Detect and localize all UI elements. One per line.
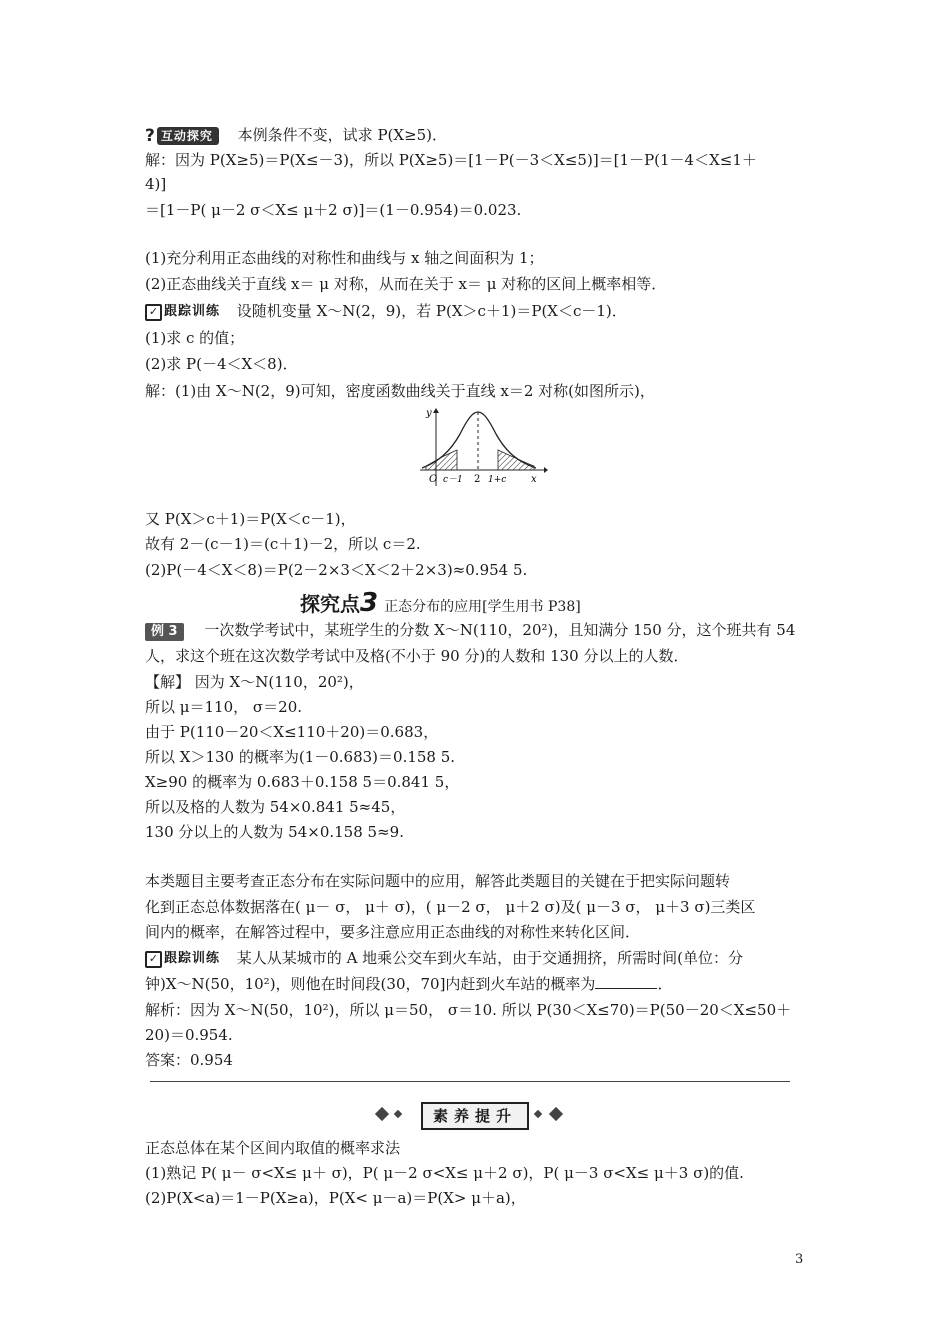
training-header <box>145 947 743 970</box>
answer-line: 答案：0.954 <box>145 1051 233 1069</box>
training-text-end: ． <box>657 975 673 993</box>
example-label: 例 3 <box>145 623 184 641</box>
example-line: 人，求这个班在这次数学考试中及格(不小于 90 分)的人数和 130 分以上的人数． <box>145 647 689 665</box>
summary-line: 间内的概率，在解答过程中，要多注意应用正态曲线的对称性来转化区间． <box>145 923 641 941</box>
training-header <box>145 300 627 323</box>
training-text: 钟)X～N(50，10²)，则他在时间段(30，70]内赶到火车站的概率为 <box>145 975 596 993</box>
solution-line: 由于 P(110－20＜X≤110＋20)＝0.683， <box>145 723 439 741</box>
summary-line: 本类题目主要考查正态分布在实际问题中的应用，解答此类题目的关键在于把实际问题转 <box>145 872 731 890</box>
analysis-line: 解析：因为 X～N(50，10²)，所以 μ＝50， σ＝10. 所以 P(30＜X≤70)＝P(50－20＜X≤50＋ <box>145 1001 792 1019</box>
example-text: 一次数学考试中，某班学生的分数 X～N(110，20²)，且知满分 150 分，这个班共有 54 <box>204 621 796 639</box>
suyang-point: (1)熟记 P( μ－ σ<X≤ μ＋ σ)，P( μ－2 σ<X≤ μ＋2 σ)，P( μ－3 σ<X≤ μ＋3 σ)的值. <box>145 1164 744 1182</box>
checkbox-icon: ✓ <box>145 304 162 321</box>
solution-line: ＝[1－P( μ－2 σ＜X≤ μ＋2 σ)]＝(1－0.954)＝0.023. <box>145 201 522 219</box>
section-title: 探究点 <box>300 592 360 616</box>
page-number: 3 <box>795 1252 804 1267</box>
y-axis-label: y <box>426 408 432 419</box>
question-icon: ? <box>145 126 155 146</box>
summary-line: 化到正态总体数据落在( μ－ σ， μ＋ σ)，( μ－2 σ， μ＋2 σ)及( μ－3 σ， μ＋3 σ)三类区 <box>145 898 756 916</box>
section-subtitle: 正态分布的应用[学生用书 P38] <box>384 599 581 615</box>
answer-blank <box>595 974 657 989</box>
divider <box>150 1081 790 1082</box>
solution-line: 【解】 因为 X～N(110，20²)， <box>145 673 364 691</box>
solution-line: 又 P(X＞c＋1)＝P(X＜c－1)， <box>145 510 356 528</box>
checkbox-icon: ✓ <box>145 951 162 968</box>
interactive-explore-header <box>145 124 447 147</box>
interactive-explore-question: 本例条件不变，试求 P(X≥5)． <box>237 126 448 144</box>
suyang-point: (2)P(X<a)＝1－P(X≥a)，P(X< μ－a)＝P(X> μ＋a)， <box>145 1189 526 1207</box>
solution-line: 130 分以上的人数为 54×0.158 5≈9. <box>145 823 404 841</box>
solution-line: 故有 2－(c－1)＝(c＋1)－2，所以 c＝2. <box>145 535 421 553</box>
training-line <box>145 973 672 995</box>
diamond-icon <box>394 1110 402 1118</box>
example-line <box>145 619 795 641</box>
diamond-icon <box>549 1107 563 1121</box>
training-label: 跟踪训练 <box>164 951 221 966</box>
solution-line: 4)] <box>145 175 167 193</box>
solution-line: 解：(1)由 X～N(2，9)可知，密度函数曲线关于直线 x＝2 对称(如图所示)， <box>145 382 655 400</box>
training-label: 跟踪训练 <box>164 304 221 319</box>
solution-line: 所以 X＞130 的概率为(1－0.683)＝0.158 5. <box>145 748 456 766</box>
training-question: 设随机变量 X～N(2，9)，若 P(X＞c＋1)＝P(X＜c－1)． <box>236 302 627 320</box>
normal-curve-figure <box>418 406 548 488</box>
diamond-icon <box>375 1107 389 1121</box>
suyang-header <box>345 1102 605 1128</box>
x-axis-arrow <box>544 467 548 473</box>
solution-line: X≥90 的概率为 0.683＋0.158 5＝0.841 5， <box>145 773 460 791</box>
section-header <box>300 588 581 618</box>
y-axis-arrow <box>433 408 439 413</box>
training-question: 某人从某城市的 A 地乘公交车到火车站，由于交通拥挤，所需时间(单位：分 <box>236 949 744 967</box>
tick-2: 2 <box>474 474 481 485</box>
solution-line: 所以 μ＝110， σ＝20. <box>145 698 303 716</box>
solution-line: (2)P(－4＜X＜8)＝P(2－2×3＜X＜2＋2×3)≈0.954 5. <box>145 561 528 579</box>
note-line: (1)充分利用正态曲线的对称性和曲线与 x 轴之间面积为 1； <box>145 249 544 267</box>
suyang-title: 正态总体在某个区间内取值的概率求法 <box>145 1139 401 1157</box>
question-line: (1)求 c 的值； <box>145 329 245 347</box>
solution-line: 解：因为 P(X≥5)＝P(X≤－3)，所以 P(X≥5)＝[1－P(－3＜X≤5)]＝[1－P(1－4＜X≤1＋ <box>145 151 757 169</box>
analysis-line: 20)＝0.954. <box>145 1026 233 1044</box>
note-line: (2)正态曲线关于直线 x＝ μ 对称，从而在关于 x＝ μ 对称的区间上概率相等． <box>145 275 667 293</box>
section-number: 3 <box>360 588 379 618</box>
diamond-icon <box>534 1110 542 1118</box>
interactive-explore-label: 互动探究 <box>157 127 219 145</box>
solution-line: 所以及格的人数为 54×0.841 5≈45， <box>145 798 406 816</box>
tick-c-minus-1: c－1 <box>443 475 463 485</box>
left-shaded-region <box>426 450 457 470</box>
question-line: (2)求 P(－4＜X＜8)． <box>145 355 298 373</box>
right-shaded-region <box>498 450 534 470</box>
x-axis-label: x <box>531 474 537 485</box>
tick-1-plus-c: 1+c <box>488 475 507 485</box>
suyang-label: 素养提升 <box>421 1102 529 1130</box>
origin-label: O <box>429 474 438 485</box>
